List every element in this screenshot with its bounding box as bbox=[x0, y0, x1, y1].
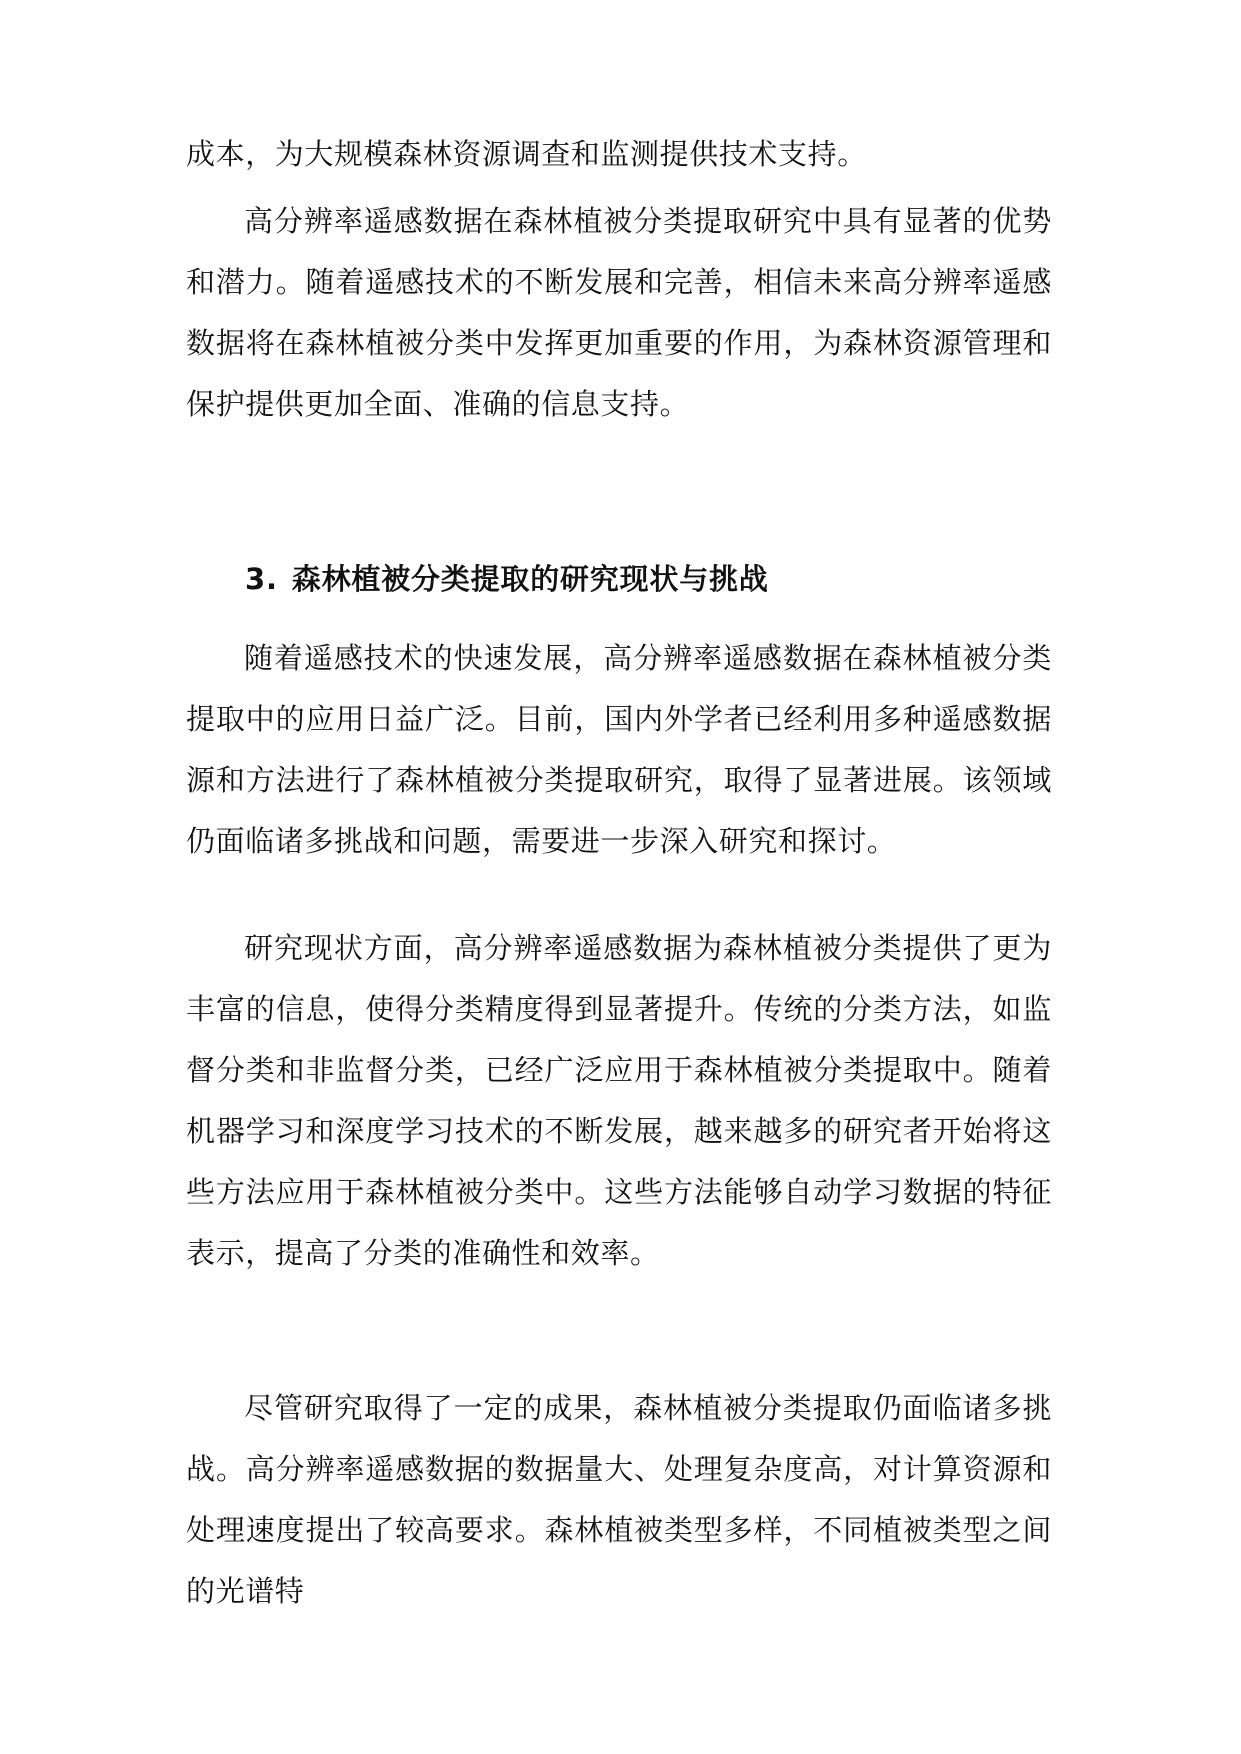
section-number: 3. bbox=[245, 562, 278, 596]
section-title: 森林植被分类提取的研究现状与挑战 bbox=[291, 562, 769, 596]
section-heading bbox=[245, 559, 769, 599]
paragraph-advantages: 高分辨率遥感数据在森林植被分类提取研究中具有显著的优势和潜力。随着遥感技术的不断发展和完善，相信未来高分辨率遥感数据将在森林植被分类中发挥更加重要的作用，为森林资源管理和保护提供更加全面、准确的信息支持。 bbox=[186, 204, 1052, 421]
paragraph-challenges: 尽管研究取得了一定的成果，森林植被分类提取仍面临诸多挑战。高分辨率遥感数据的数据量大、处理复杂度高，对计算资源和处理速度提出了较高要求。森林植被类型多样，不同植被类型之间的光谱特 bbox=[186, 1391, 1052, 1608]
paragraph-intro-end: 成本，为大规模森林资源调查和监测提供技术支持。 bbox=[186, 137, 867, 171]
paragraph-research-status: 研究现状方面，高分辨率遥感数据为森林植被分类提供了更为丰富的信息，使得分类精度得到显著提升。传统的分类方法，如监督分类和非监督分类，已经广泛应用于森林植被分类提取中。随着机器学习和深度学习技术的不断发展，越来越多的研究者开始将这些方法应用于森林植被分类中。这些方法能够自动学习数据的特征表示，提高了分类的准确性和效率。 bbox=[186, 931, 1052, 1270]
paragraph-development: 随着遥感技术的快速发展，高分辨率遥感数据在森林植被分类提取中的应用日益广泛。目前，国内外学者已经利用多种遥感数据源和方法进行了森林植被分类提取研究，取得了显著进展。该领域仍面临诸多挑战和问题，需要进一步深入研究和探讨。 bbox=[186, 641, 1052, 858]
